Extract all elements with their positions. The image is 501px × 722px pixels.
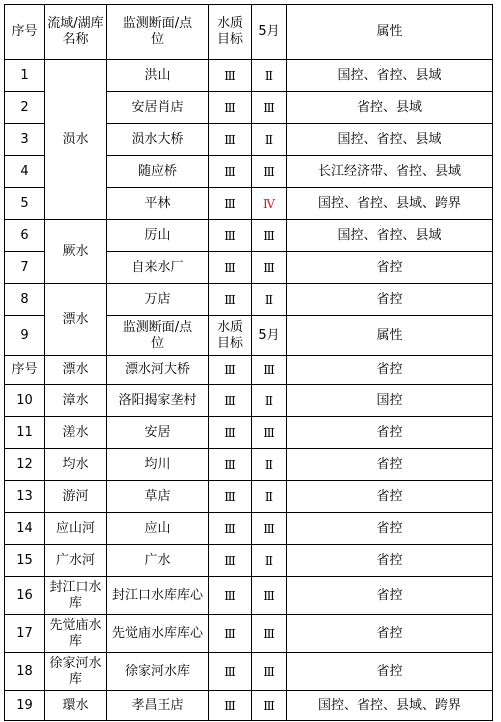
attr-cell: 长江经济带、省控、县域 [287,156,493,188]
section-cell: 监测断面/点位 [107,316,209,356]
header-basin: 流域/湖库名称 [45,5,107,60]
basin-cell: 先觉庙水库 [45,615,107,653]
target-cell: Ⅲ [209,188,252,220]
month-cell: 5月 [252,316,287,356]
month-cell: Ⅲ [252,92,287,124]
attr-cell: 国控、省控、县域、跨界 [287,188,493,220]
target-cell: Ⅲ [209,691,252,721]
basin-cell: 溠水 [45,417,107,449]
month-cell: Ⅱ [252,284,287,316]
table-row [5,220,493,252]
table-row [5,417,493,449]
attr-cell: 省控 [287,545,493,577]
month-cell: Ⅱ [252,481,287,513]
attr-cell: 属性 [287,316,493,356]
month-cell: Ⅱ [252,545,287,577]
table-row [5,691,493,721]
basin-cell: 涢水 [45,60,107,220]
basin-cell: 游河 [45,481,107,513]
basin-cell: 封江口水库 [45,577,107,615]
table-row [5,60,493,92]
month-cell-exceed: Ⅳ [252,188,287,220]
month-cell: Ⅲ [252,691,287,721]
section-cell: 广水 [107,545,209,577]
section-cell: 随应桥 [107,156,209,188]
seq-cell: 6 [5,220,45,252]
section-cell: 安居 [107,417,209,449]
basin-cell: 漳水 [45,385,107,417]
seq-cell: 13 [5,481,45,513]
attr-cell: 省控 [287,615,493,653]
seq-cell: 15 [5,545,45,577]
header-section: 监测断面/点位 [107,5,209,60]
attr-cell: 省控 [287,356,493,385]
table-row [5,481,493,513]
target-cell: Ⅲ [209,449,252,481]
table-row [5,653,493,691]
target-cell: Ⅲ [209,385,252,417]
attr-cell: 省控 [287,284,493,316]
basin-cell: 漂水 [45,284,107,356]
seq-cell: 19 [5,691,45,721]
section-cell: 厉山 [107,220,209,252]
attr-cell: 国控、省控、县域 [287,60,493,92]
month-cell: Ⅱ [252,449,287,481]
table-row [5,577,493,615]
seq-cell: 序号 [5,356,45,385]
basin-cell: 漂水 [45,356,107,385]
section-cell: 漂水河大桥 [107,356,209,385]
seq-cell: 3 [5,124,45,156]
header-month: 5月 [252,5,287,60]
attr-cell: 省控 [287,513,493,545]
basin-cell: 環水 [45,691,107,721]
attr-cell: 省控 [287,577,493,615]
header-seq: 序号 [5,5,45,60]
seq-cell: 4 [5,156,45,188]
attr-cell: 国控、省控、县域 [287,220,493,252]
month-cell: Ⅲ [252,513,287,545]
section-cell: 万店 [107,284,209,316]
header-row [5,5,493,60]
month-cell: Ⅱ [252,124,287,156]
target-cell: Ⅲ [209,653,252,691]
attr-cell: 国控、省控、县域、跨界 [287,691,493,721]
month-cell: Ⅱ [252,385,287,417]
table-row [5,513,493,545]
target-cell: 水质目标 [209,316,252,356]
section-cell: 先觉庙水库库心 [107,615,209,653]
month-cell: Ⅲ [252,220,287,252]
month-cell: Ⅲ [252,577,287,615]
section-cell: 草店 [107,481,209,513]
seq-cell: 2 [5,92,45,124]
target-cell: Ⅲ [209,417,252,449]
basin-cell: 厥水 [45,220,107,284]
attr-cell: 省控 [287,252,493,284]
seq-cell: 9 [5,316,45,356]
seq-cell: 14 [5,513,45,545]
target-cell: Ⅲ [209,577,252,615]
section-cell: 平林 [107,188,209,220]
section-cell: 封江口水库库心 [107,577,209,615]
table-row [5,385,493,417]
month-cell: Ⅲ [252,417,287,449]
section-cell: 安居肖店 [107,92,209,124]
basin-cell: 广水河 [45,545,107,577]
target-cell: Ⅲ [209,252,252,284]
section-cell: 孝昌王店 [107,691,209,721]
attr-cell: 省控、县域 [287,92,493,124]
month-cell: Ⅲ [252,156,287,188]
target-cell: Ⅲ [209,124,252,156]
target-cell: Ⅲ [209,156,252,188]
attr-cell: 国控 [287,385,493,417]
section-cell: 涢水大桥 [107,124,209,156]
seq-cell: 7 [5,252,45,284]
attr-cell: 省控 [287,417,493,449]
table-row [5,449,493,481]
seq-cell: 1 [5,60,45,92]
seq-cell: 10 [5,385,45,417]
attr-cell: 国控、省控、县域 [287,124,493,156]
section-cell: 应山 [107,513,209,545]
section-cell: 洪山 [107,60,209,92]
target-cell: Ⅲ [209,284,252,316]
table-row [5,356,493,385]
table-row [5,284,493,316]
target-cell: Ⅲ [209,356,252,385]
target-cell: Ⅲ [209,615,252,653]
target-cell: Ⅲ [209,545,252,577]
section-cell: 徐家河水库 [107,653,209,691]
section-cell: 均川 [107,449,209,481]
attr-cell: 省控 [287,481,493,513]
seq-cell: 12 [5,449,45,481]
attr-cell: 省控 [287,449,493,481]
seq-cell: 5 [5,188,45,220]
month-cell: Ⅱ [252,60,287,92]
target-cell: Ⅲ [209,513,252,545]
section-cell: 自来水厂 [107,252,209,284]
header-attr: 属性 [287,5,493,60]
month-cell: Ⅲ [252,252,287,284]
table-row [5,545,493,577]
target-cell: Ⅲ [209,92,252,124]
month-cell: Ⅲ [252,653,287,691]
basin-cell: 均水 [45,449,107,481]
seq-cell: 17 [5,615,45,653]
seq-cell: 16 [5,577,45,615]
seq-cell: 8 [5,284,45,316]
target-cell: Ⅲ [209,220,252,252]
month-cell: Ⅲ [252,356,287,385]
attr-cell: 省控 [287,653,493,691]
basin-cell: 应山河 [45,513,107,545]
seq-cell: 11 [5,417,45,449]
target-cell: Ⅲ [209,481,252,513]
header-target: 水质目标 [209,5,252,60]
section-cell: 洛阳揭家垄村 [107,385,209,417]
seq-cell: 18 [5,653,45,691]
table-row [5,615,493,653]
basin-cell: 徐家河水库 [45,653,107,691]
water-quality-table [4,4,493,721]
month-cell: Ⅲ [252,615,287,653]
target-cell: Ⅲ [209,60,252,92]
